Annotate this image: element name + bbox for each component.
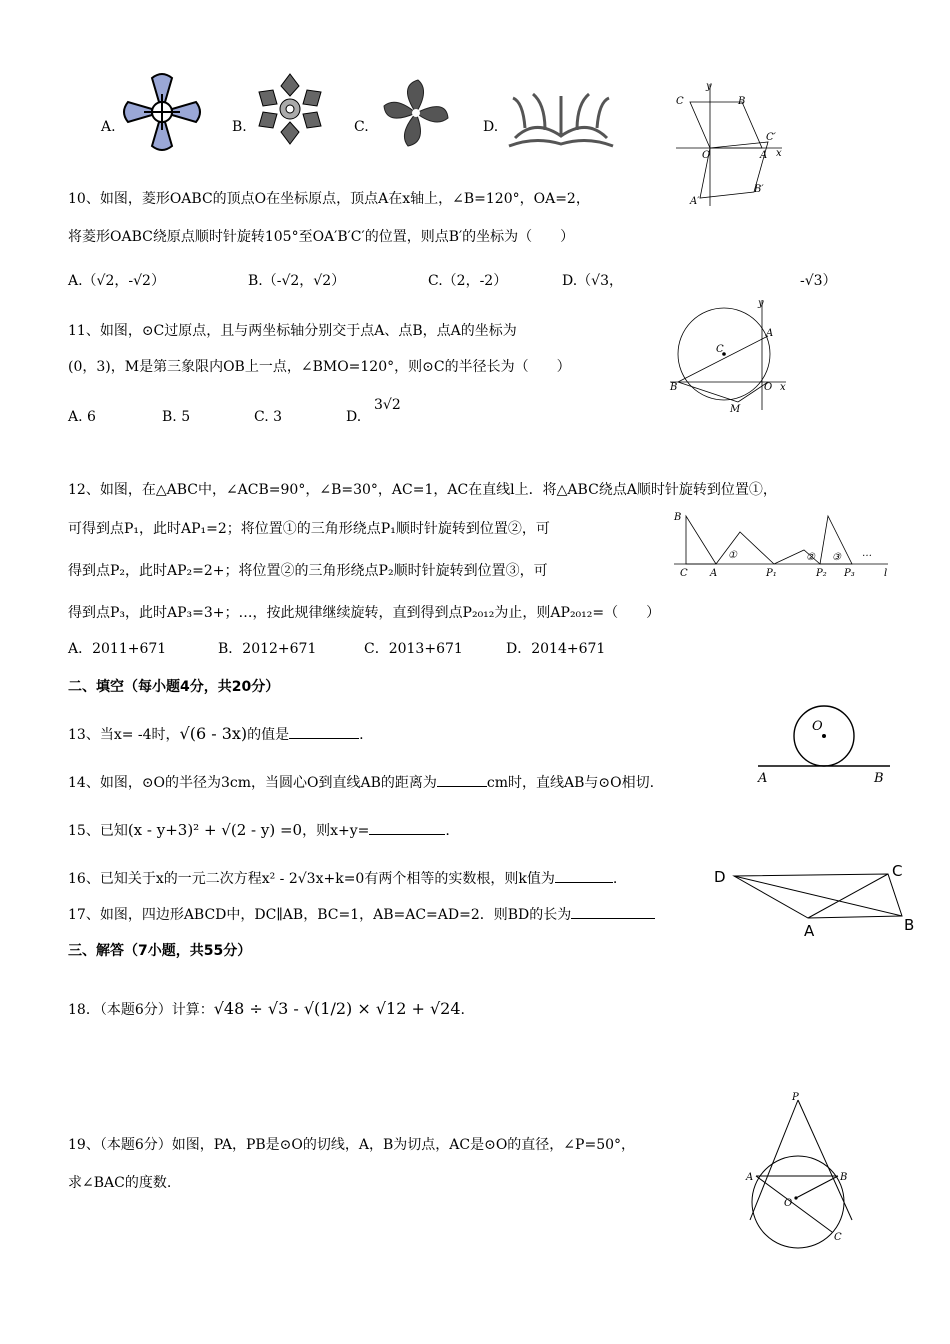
svg-text:B: B <box>904 916 915 934</box>
q11-option-d-value: 3√2 <box>374 397 401 413</box>
q14-suffix: cm时，直线AB与⊙O相切. <box>486 775 655 791</box>
q9-option-a: A. <box>101 119 116 135</box>
q11-line-2: (0，3)，M是第三象限内OB上一点，∠BMO=120°，则⊙C的半径长为（ ） <box>68 359 571 375</box>
q9-option-c: C. <box>354 119 369 135</box>
q14-answer-blank[interactable] <box>437 772 487 787</box>
q12-option-c: C．2013+671 <box>364 641 463 657</box>
svg-text:P₂: P₂ <box>816 568 827 579</box>
svg-text:C′: C′ <box>766 132 776 143</box>
section-3-heading: 三、解答（7小题，共55分） <box>68 943 252 959</box>
svg-text:B′: B′ <box>754 184 764 195</box>
q13-line <box>68 724 364 744</box>
q15-answer-blank[interactable] <box>369 820 445 835</box>
section-2-heading: 二、填空（每小题4分，共20分） <box>68 679 280 695</box>
svg-text:P₁: P₁ <box>766 568 777 579</box>
svg-text:P₃: P₃ <box>844 568 855 579</box>
svg-text:C: C <box>716 344 724 355</box>
q19-figure <box>740 1090 870 1260</box>
q19-line-1: 19、（本题6分）如图，PA，PB是⊙O的切线，A，B为切点，AC是⊙O的直径，∠P=50°， <box>68 1137 636 1153</box>
svg-text:B: B <box>670 382 678 393</box>
q12-line-2: 可得到点P₁，此时AP₁=2；将位置①的三角形绕点P₁顺时针旋转到位置②，可 <box>68 521 550 537</box>
q17-answer-blank[interactable] <box>571 904 655 919</box>
svg-text:O: O <box>784 1198 793 1209</box>
q12-line-3: 得到点P₂，此时AP₂=2+；将位置②的三角形绕点P₂顺时针旋转到位置③，可 <box>68 563 548 579</box>
q10-line-2: 将菱形OABC绕原点顺时针旋转105°至OA′B′C′的位置，则点B′的坐标为（ ） <box>68 229 575 245</box>
q17-text: 17、如图，四边形ABCD中，DC∥AB，BC=1，AB=AC=AD=2．则BD的长为 <box>68 907 572 923</box>
q10-option-d-cont: -√3） <box>800 273 837 289</box>
svg-text:x: x <box>776 148 782 159</box>
q9-figure-d-icon <box>505 88 617 150</box>
svg-text:②: ② <box>806 552 815 563</box>
svg-text:y: y <box>758 298 764 309</box>
q14-figure <box>754 704 894 788</box>
svg-text:C: C <box>676 96 684 107</box>
svg-text:C: C <box>834 1232 842 1243</box>
q9-figure-b-icon <box>255 72 325 146</box>
q11-figure <box>668 296 792 414</box>
q15-expression: (x - y+3)² + √(2 - y) =0 <box>127 821 303 839</box>
svg-text:O: O <box>702 150 711 161</box>
svg-text:O: O <box>812 719 823 734</box>
q15-suffix: ，则x+y= <box>302 823 370 839</box>
q9-option-b: B. <box>232 119 247 135</box>
q16-line <box>68 868 617 888</box>
q9-figure-c-icon <box>378 76 454 150</box>
q10-line-1: 10、如图，菱形OABC的顶点O在坐标原点，顶点A在x轴上，∠B=120°，OA=2， <box>68 191 590 207</box>
svg-text:A: A <box>710 568 718 579</box>
svg-text:B: B <box>874 771 884 786</box>
q13-end: . <box>359 727 364 743</box>
svg-text:A: A <box>760 150 768 161</box>
q18-expression: √48 ÷ √3 - √(1/2) × √12 + √24 <box>213 999 461 1018</box>
q9-figure-a-icon <box>122 72 202 152</box>
svg-text:y: y <box>706 81 712 92</box>
q11-option-b: B. 5 <box>162 409 191 425</box>
q16-answer-blank[interactable] <box>555 868 613 883</box>
svg-text:x: x <box>780 382 786 393</box>
q11-option-a: A. 6 <box>68 409 96 425</box>
q13-suffix: 的值是 <box>247 727 290 743</box>
svg-text:M: M <box>730 404 741 414</box>
q12-option-b: B．2012+671 <box>218 641 317 657</box>
svg-text:P: P <box>792 1092 799 1103</box>
q9-option-d: D. <box>483 119 499 135</box>
svg-text:…: … <box>862 548 872 559</box>
svg-text:①: ① <box>728 550 737 561</box>
q13-answer-blank[interactable] <box>289 724 359 739</box>
svg-text:A: A <box>746 1172 754 1183</box>
svg-text:A: A <box>804 922 815 938</box>
q18-line <box>68 1000 465 1019</box>
q12-figure <box>670 506 898 580</box>
svg-text:B: B <box>674 512 682 523</box>
svg-text:B: B <box>738 96 746 107</box>
q19-line-2: 求∠BAC的度数. <box>68 1175 172 1191</box>
q10-option-b: B.（-√2，√2） <box>248 273 346 289</box>
q15-end: . <box>445 823 450 839</box>
q12-option-d: D．2014+671 <box>506 641 606 657</box>
q13-expression: √(6 - 3x) <box>179 724 248 743</box>
q14-text: 14、如图，⊙O的半径为3cm，当圆心O到直线AB的距离为 <box>68 775 437 791</box>
q16-end: . <box>612 871 618 887</box>
q13-prefix: 13、当x= -4时， <box>68 727 180 743</box>
q10-option-c: C.（2，-2） <box>428 273 508 289</box>
q18-prefix: 18．（本题6分）计算： <box>68 1002 214 1018</box>
svg-text:A: A <box>758 771 768 786</box>
q16-text: 16、已知关于x的一元二次方程x² - 2√3x+k=0有两个相等的实数根，则k值为 <box>68 871 555 887</box>
q12-line-4: 得到点P₃，此时AP₃=3+；…，按此规律继续旋转，直到得到点P₂₀₁₂为止，则AP₂₀₁₂=（ ） <box>68 605 661 621</box>
q12-option-a: A．2011+671 <box>68 641 167 657</box>
svg-text:C: C <box>680 568 688 579</box>
q17-figure <box>712 860 922 938</box>
svg-text:③: ③ <box>832 552 841 563</box>
svg-text:l: l <box>884 568 888 579</box>
q15-line <box>68 820 450 840</box>
q15-prefix: 15、已知 <box>68 823 128 839</box>
svg-text:D: D <box>714 868 726 886</box>
q11-line-1: 11、如图，⊙C过原点，且与两坐标轴分别交于点A、点B，点A的坐标为 <box>68 323 517 339</box>
q10-option-a: A.（√2，-√2） <box>68 273 165 289</box>
q11-option-c: C. 3 <box>254 409 283 425</box>
q11-option-d: D. <box>346 409 362 425</box>
q14-line <box>68 772 654 792</box>
q18-end: . <box>460 1002 465 1018</box>
q10-figure <box>672 80 788 212</box>
q17-line <box>68 904 655 924</box>
svg-text:A: A <box>766 328 774 339</box>
svg-text:O: O <box>764 382 773 393</box>
q10-option-d: D.（√3， <box>562 273 624 289</box>
q12-line-1: 12、如图，在△ABC中，∠ACB=90°，∠B=30°，AC=1，AC在直线l上．将△ABC绕点A顺时针旋转到位置①， <box>68 482 777 498</box>
svg-text:C: C <box>892 862 903 880</box>
svg-text:A′: A′ <box>690 196 700 207</box>
svg-text:B: B <box>840 1172 848 1183</box>
